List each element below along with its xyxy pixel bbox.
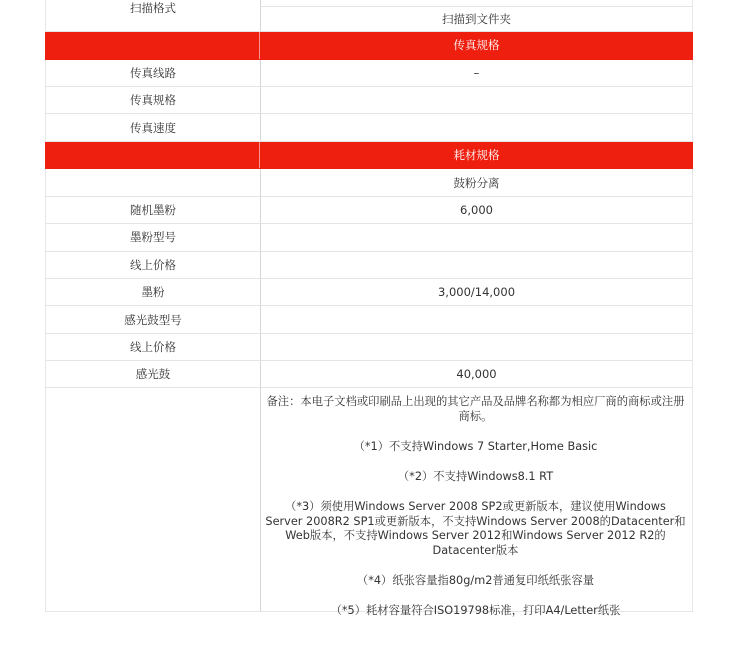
spec-row: [45, 361, 693, 388]
spec-value: –: [473, 65, 480, 80]
spec-label: 感光鼓型号: [46, 306, 261, 332]
spec-value: 40,000: [456, 367, 497, 382]
spec-value: [261, 0, 692, 31]
spec-label: 传真线路: [46, 60, 261, 86]
notes-row: [45, 388, 693, 617]
spec-value: [261, 224, 692, 250]
spec-label: 线上价格: [46, 334, 261, 360]
spec-row: [45, 252, 693, 279]
spec-value: 3,000/14,000: [437, 285, 516, 300]
spec-row: [45, 114, 693, 141]
spec-row: [45, 306, 693, 333]
spec-label: 感光鼓: [46, 361, 261, 387]
section-title: 耗材规格: [453, 148, 500, 163]
spec-value: [261, 87, 692, 113]
spec-row: [45, 87, 693, 114]
spec-row: [45, 279, 693, 306]
spec-label: 传真速度: [46, 114, 261, 140]
spec-value: 鼓粉分离: [453, 175, 500, 190]
spec-row: [45, 197, 693, 224]
spec-row: [45, 169, 693, 196]
spec-row-scan-format: [45, 0, 693, 32]
spec-value: 6,000: [460, 202, 493, 217]
spec-label: [46, 169, 261, 195]
spec-row: [45, 334, 693, 361]
note-text: （*2）不支持Windows8.1 RT: [397, 470, 554, 484]
spec-value: [261, 306, 692, 332]
spec-label: 随机墨粉: [46, 197, 261, 223]
section-header-consumables: [45, 142, 693, 170]
note-text: （*5）耗材容量符合ISO19798标准，打印A4/Letter纸张: [330, 603, 621, 617]
note-text: 备注：本电子文档或印刷品上出现的其它产品及品牌名称都为相应厂商的商标或注册商标。: [266, 395, 685, 424]
spec-label: 扫描格式: [46, 0, 261, 31]
note-text: （*4）纸张容量指80g/m2普通复印纸纸张容量: [356, 573, 595, 587]
spec-value-text: 扫描到文件夹: [442, 12, 511, 26]
spec-value: [261, 252, 692, 278]
spec-row: [45, 224, 693, 251]
spec-label: 墨粉型号: [46, 224, 261, 250]
spec-label: 传真规格: [46, 87, 261, 113]
note-text: （*3）须使用Windows Server 2008 SP2或更新版本，建议使用Windows Server 2008R2 SP1或更新版本，不支持Windows Server 2008的Datacenter和Web版本，不支持Windows Server 2012和Windows Server 2012 R2的Datacenter版本: [265, 500, 686, 557]
spec-label: 线上价格: [46, 252, 261, 278]
spec-table: [45, 0, 693, 617]
spec-value: [261, 334, 692, 360]
notes-block: [261, 388, 692, 617]
spec-label: 墨粉: [46, 279, 261, 305]
note-text: （*1）不支持Windows 7 Starter,Home Basic: [353, 440, 598, 454]
spec-value: [261, 114, 692, 140]
section-title: 传真规格: [453, 38, 500, 53]
spec-row: [45, 60, 693, 87]
section-header-fax: [45, 32, 693, 60]
